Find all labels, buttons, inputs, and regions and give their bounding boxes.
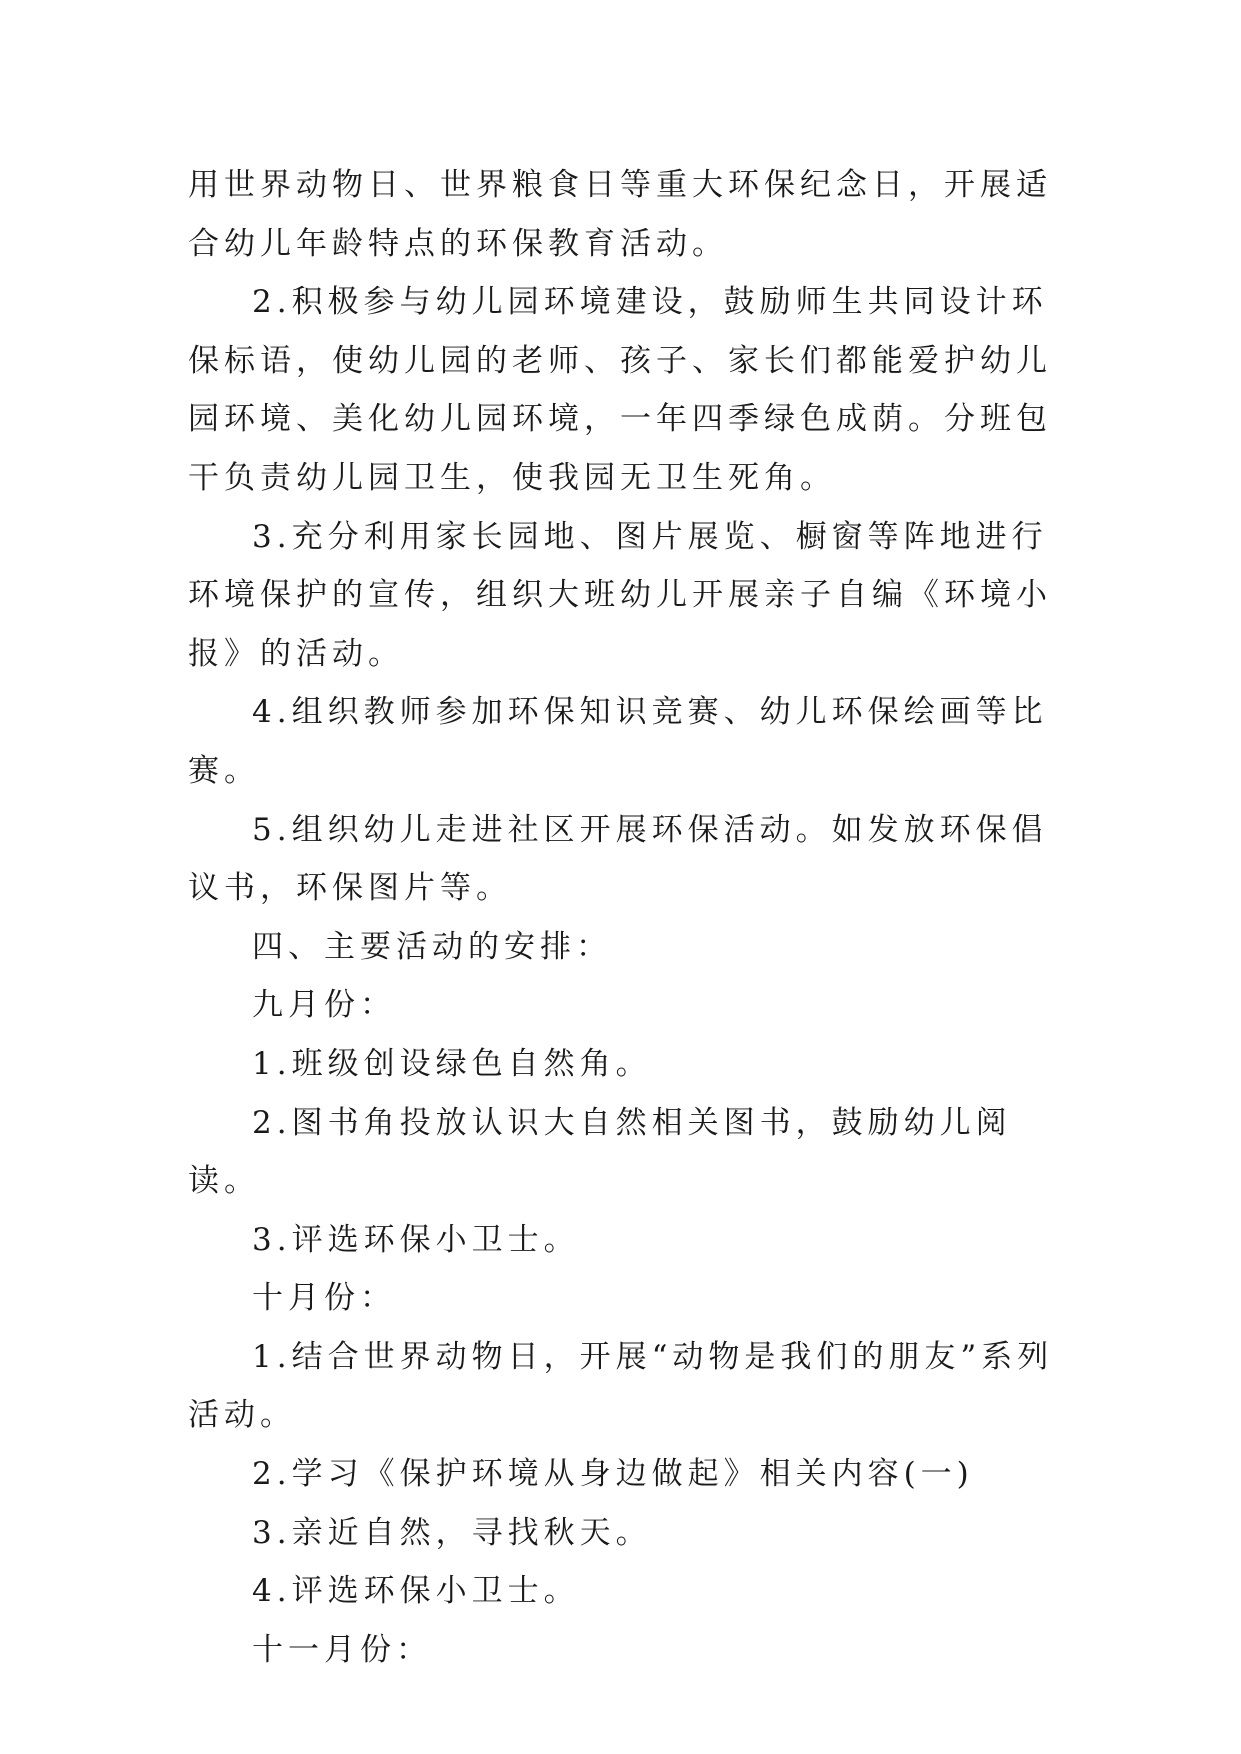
paragraph-3: 3.充分利用家长园地、图片展览、橱窗等阵地进行环境保护的宣传，组织大班幼儿开展亲子自编《环境小报》的活动。 [188,518,1052,672]
document-body [188,156,1068,1679]
list-item: 2.图书角投放认识大自然相关图书，鼓励幼儿阅读。 [188,1104,1012,1200]
month-heading-november: 十一月份： [252,1631,432,1668]
section-heading: 四、主要活动的安排： [252,928,612,965]
list-item: 1.结合世界动物日，开展“动物是我们的朋友”系列活动。 [188,1338,1054,1434]
paragraph-2: 2.积极参与幼儿园环境建设，鼓励师生共同设计环保标语，使幼儿园的老师、孩子、家长们都能爱护幼儿园环境、美化幼儿园环境，一年四季绿色成荫。分班包干负责幼儿园卫生，使我园无卫生死角。 [188,284,1052,496]
list-item: 1.班级创设绿色自然角。 [252,1045,652,1082]
paragraph-4: 4.组织教师参加环保知识竞赛、幼儿环保绘画等比赛。 [188,694,1048,789]
month-heading-september: 九月份： [252,987,396,1024]
list-item: 2.学习《保护环境从身边做起》相关内容(一) [252,1456,974,1493]
month-heading-october: 十月份： [252,1280,396,1317]
paragraph-5: 5.组织幼儿走进社区开展环保活动。如发放环保倡议书，环保图片等。 [188,811,1048,907]
paragraph-1: 用世界动物日、世界粮食日等重大环保纪念日，开展适合幼儿年龄特点的环保教育活动。 [188,167,1052,262]
list-item: 3.亲近自然，寻找秋天。 [252,1514,652,1551]
list-item: 3.评选环保小卫士。 [252,1221,580,1258]
list-item: 4.评选环保小卫士。 [252,1573,580,1610]
